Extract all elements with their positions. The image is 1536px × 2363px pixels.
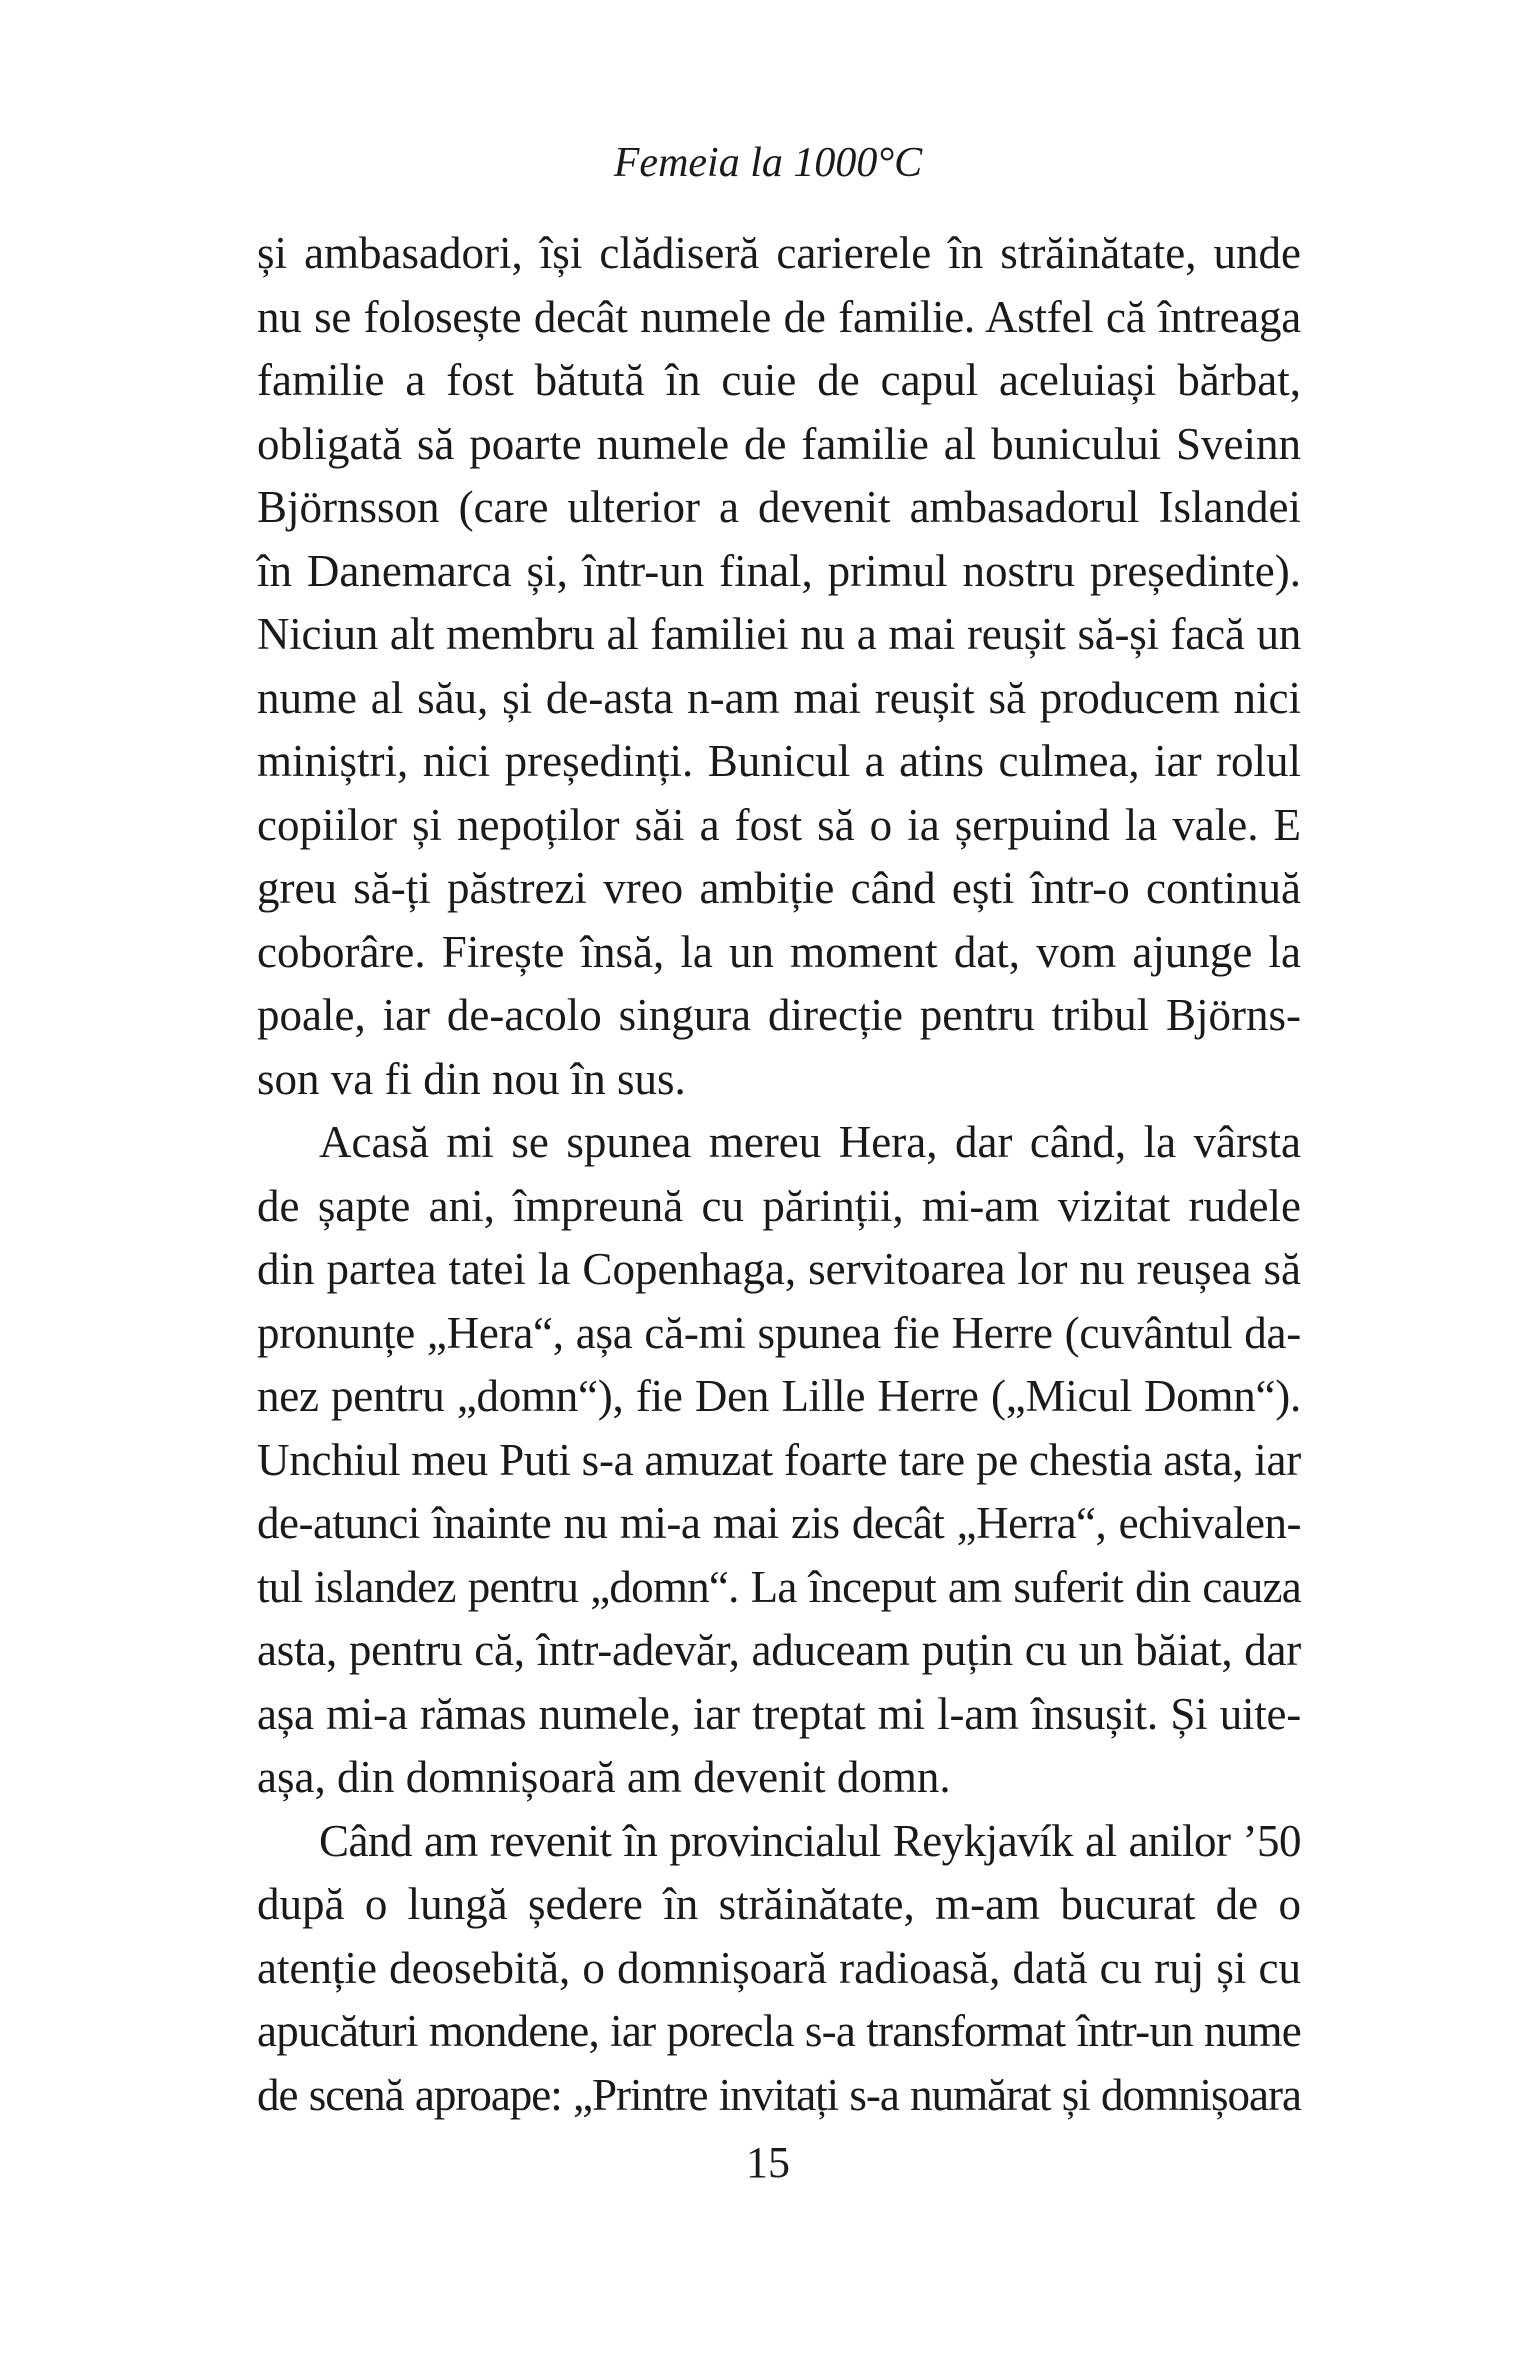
paragraph-last-line: son va fi din nou în sus. [257, 1053, 686, 1104]
text-line: obligată să poarte numele de familie al bunicului Sveinn [257, 418, 1301, 469]
text-line: poale, iar de-acolo singura direcție pentru tribul Björns- [257, 990, 1301, 1040]
body-text [257, 222, 1301, 2127]
text-line: coborâre. Firește însă, la un moment dat, vom ajunge la [257, 926, 1301, 977]
text-line: familie a fost bătută în cuie de capul aceluiași bărbat, [257, 355, 1301, 405]
paragraph-first-line: Când am revenit în provincialul Reykjavík al anilor ’50 [319, 1815, 1301, 1866]
text-line: copiilor și nepoților săi a fost să o ia șerpuind la vale. E [257, 799, 1301, 850]
text-line: greu să-ți păstrezi vreo ambiție când ești într-o continuă [257, 863, 1301, 913]
text-line: de-atunci înainte nu mi-a mai zis decât „Herra“, echivalen- [257, 1498, 1301, 1548]
text-line: nu se folosește decât numele de familie. Astfel că întreaga [257, 291, 1301, 342]
text-line: pronunțe „Hera“, așa că-mi spunea fie Herre (cuvântul da- [257, 1307, 1301, 1358]
text-line: de scenă aproape: „Printre invitați s-a numărat și domnișoara [257, 2069, 1301, 2120]
text-line: de șapte ani, împreună cu părinții, mi-am vizitat rudele [257, 1180, 1301, 1231]
paragraph-first-line: Acasă mi se spunea mereu Hera, dar când, la vârsta [319, 1117, 1301, 1167]
text-line: atenție deosebită, o domnișoară radioasă, dată cu ruj și cu [257, 1942, 1301, 1993]
running-header-title: Femeia la 1000°C [613, 140, 923, 186]
text-line: din partea tatei la Copenhaga, servitoarea lor nu reușea să [257, 1244, 1301, 1294]
text-line: Niciun alt membru al familiei nu a mai reușit să-și facă un [257, 609, 1301, 659]
text-line: nume al său, și de-asta n-am mai reușit să producem nici [257, 672, 1301, 723]
text-line: după o lungă ședere în străinătate, m-am bucurat de o [257, 1879, 1301, 1929]
text-line: Unchiul meu Puti s-a amuzat foarte tare pe chestia asta, iar [257, 1434, 1301, 1485]
page-number: 15 [746, 2138, 790, 2187]
text-line: apucături mondene, iar porecla s-a transformat într-un nume [257, 2006, 1301, 2056]
text-line: așa mi-a rămas numele, iar treptat mi l-am însușit. Și uite- [257, 1688, 1301, 1739]
paragraph-last-line: așa, din domnișoară am devenit domn. [257, 1752, 951, 1802]
text-line: tul islandez pentru „domn“. La început am suferit din cauza [257, 1561, 1301, 1612]
text-line: asta, pentru că, într-adevăr, aduceam puțin cu un băiat, dar [257, 1625, 1301, 1675]
text-line: Björnsson (care ulterior a devenit ambasadorul Islandei [257, 482, 1301, 532]
text-line: și ambasadori, își clădiseră carierele în străinătate, unde [257, 228, 1301, 278]
text-line: miniștri, nici președinți. Bunicul a atins culmea, iar rolul [257, 736, 1301, 786]
text-line: nez pentru „domn“), fie Den Lille Herre („Micul Domn“). [257, 1371, 1301, 1421]
text-line: în Danemarca și, într-un final, primul nostru președinte). [257, 545, 1301, 596]
